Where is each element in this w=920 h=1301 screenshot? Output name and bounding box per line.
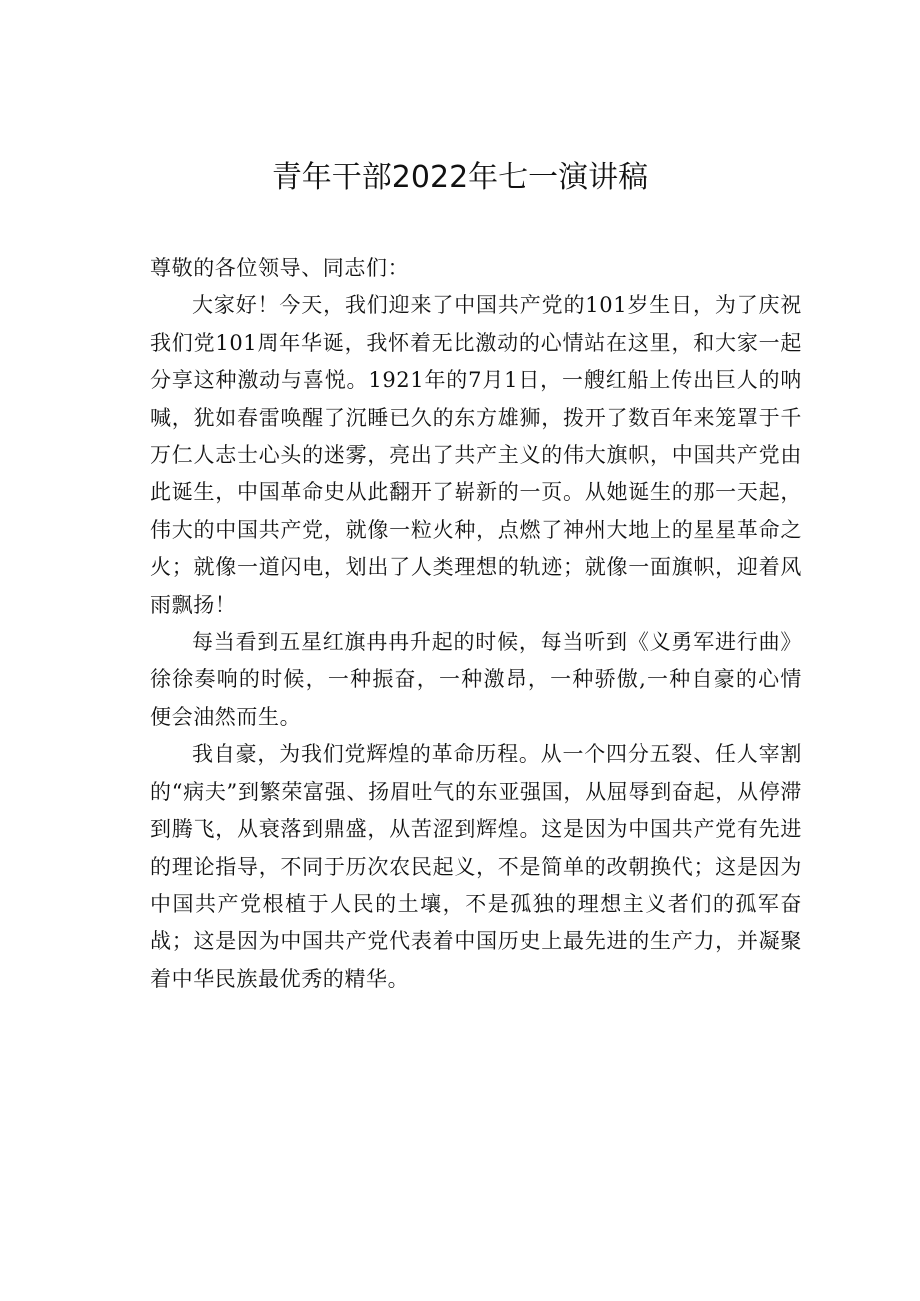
document-body xyxy=(150,250,802,998)
document-title: 青年干部2022年七一演讲稿 xyxy=(271,160,649,195)
paragraph-1: 大家好！今天，我们迎来了中国共产党的101岁生日，为了庆祝我们党101周年华诞，我怀着无比激动的心情站在这里，和大家一起分享这种激动与喜悦。1921年的7月1日，一艘红船上传出巨人的呐喊，犹如春雷唤醒了沉睡已久的东方雄狮，拨开了数百年来笼罩于千万仁人志士心头的迷雾，亮出了共产主义的伟大旗帜，中国共产党由此诞生，中国革命史从此翻开了崭新的一页。从她诞生的那一天起，伟大的中国共产党，就像一粒火种，点燃了神州大地上的星星革命之火；就像一道闪电，划出了人类理想的轨迹；就像一面旗帜，迎着风雨飘扬！ xyxy=(150,293,802,617)
paragraph-3: 我自豪，为我们党辉煌的革命历程。从一个四分五裂、任人宰割的“病夫”到繁荣富强、扬眉吐气的东亚强国，从屈辱到奋起，从停滞到腾飞，从衰落到鼎盛，从苦涩到辉煌。这是因为中国共产党有先进的理论指导，不同于历次农民起义，不是简单的改朝换代；这是因为中国共产党根植于人民的土壤，不是孤独的理想主义者们的孤军奋战；这是因为中国共产党代表着中国历史上最先进的生产力，并凝聚着中华民族最优秀的精华。 xyxy=(150,742,802,991)
paragraph-2: 每当看到五星红旗冉冉升起的时候，每当听到《义勇军进行曲》徐徐奏响的时候，一种振奋，一种激昂，一种骄傲,一种自豪的心情便会油然而生。 xyxy=(150,630,802,729)
salutation: 尊敬的各位领导、同志们： xyxy=(150,256,410,280)
